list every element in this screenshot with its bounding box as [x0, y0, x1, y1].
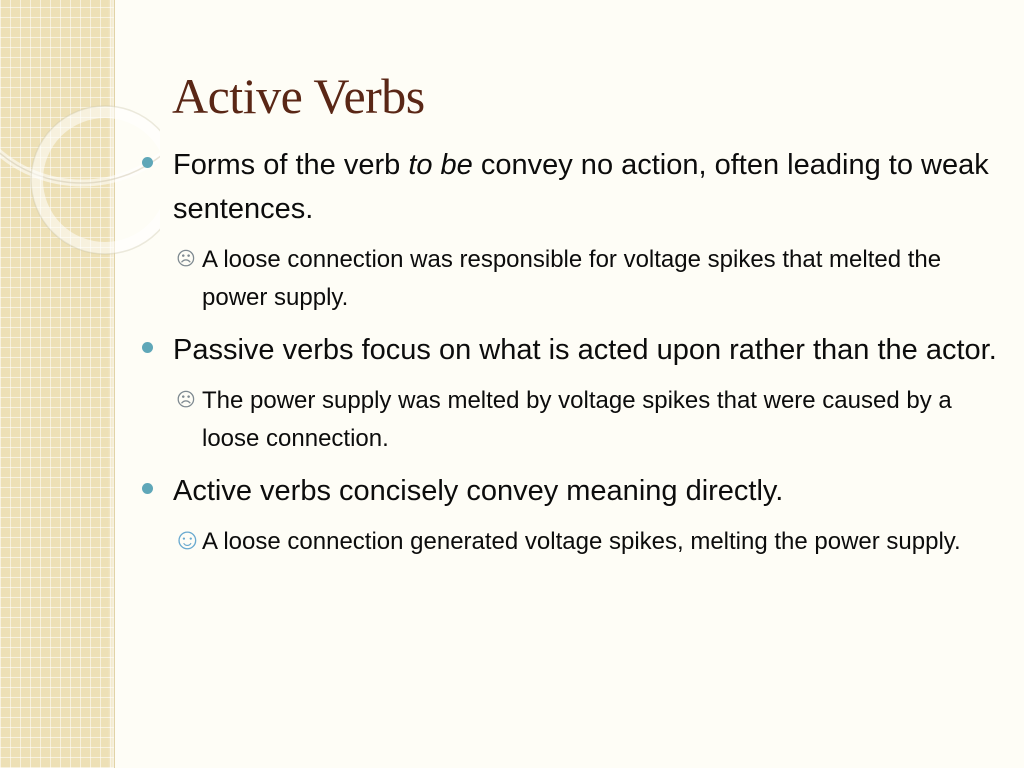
sub-bullet-text: The power supply was melted by voltage spikes that were caused by a loose connection. [202, 387, 952, 452]
bullet-text-before: Forms of the verb [173, 149, 409, 181]
bullet-text: Active verbs concisely convey meaning directly. [173, 475, 784, 507]
frown-face-icon: ☹ [176, 249, 196, 270]
slide-title: Active Verbs [172, 68, 425, 124]
bullet-dot-icon [142, 342, 153, 353]
sub-bullet-item-1 [140, 241, 1010, 317]
sub-bullet-item-2 [140, 382, 1010, 458]
sub-bullet-text: A loose connection generated voltage spikes, melting the power supply. [202, 528, 961, 555]
bullet-text: Passive verbs focus on what is acted upon rather than the actor. [173, 334, 997, 366]
bullet-dot-icon [142, 157, 153, 168]
bullet-item-2 [140, 328, 1010, 372]
bullet-dot-icon [142, 483, 153, 494]
sub-bullet-item-3 [140, 523, 1010, 561]
bullet-list [140, 140, 1010, 561]
bullet-item-3 [140, 469, 1010, 513]
bullet-item-1 [140, 143, 1010, 231]
decorative-ring-large [0, 0, 160, 183]
frown-face-icon: ☹ [176, 390, 196, 411]
bullet-text-after: convey no action, often leading to weak sentences. [173, 149, 989, 225]
decorative-rings [0, 0, 160, 260]
smiley-face-icon: ☺ [172, 523, 203, 556]
decorative-ring-large-outline [0, 0, 160, 183]
bullet-text-italic: to be [408, 149, 473, 181]
sub-bullet-text: A loose connection was responsible for voltage spikes that melted the power supply. [202, 246, 942, 311]
